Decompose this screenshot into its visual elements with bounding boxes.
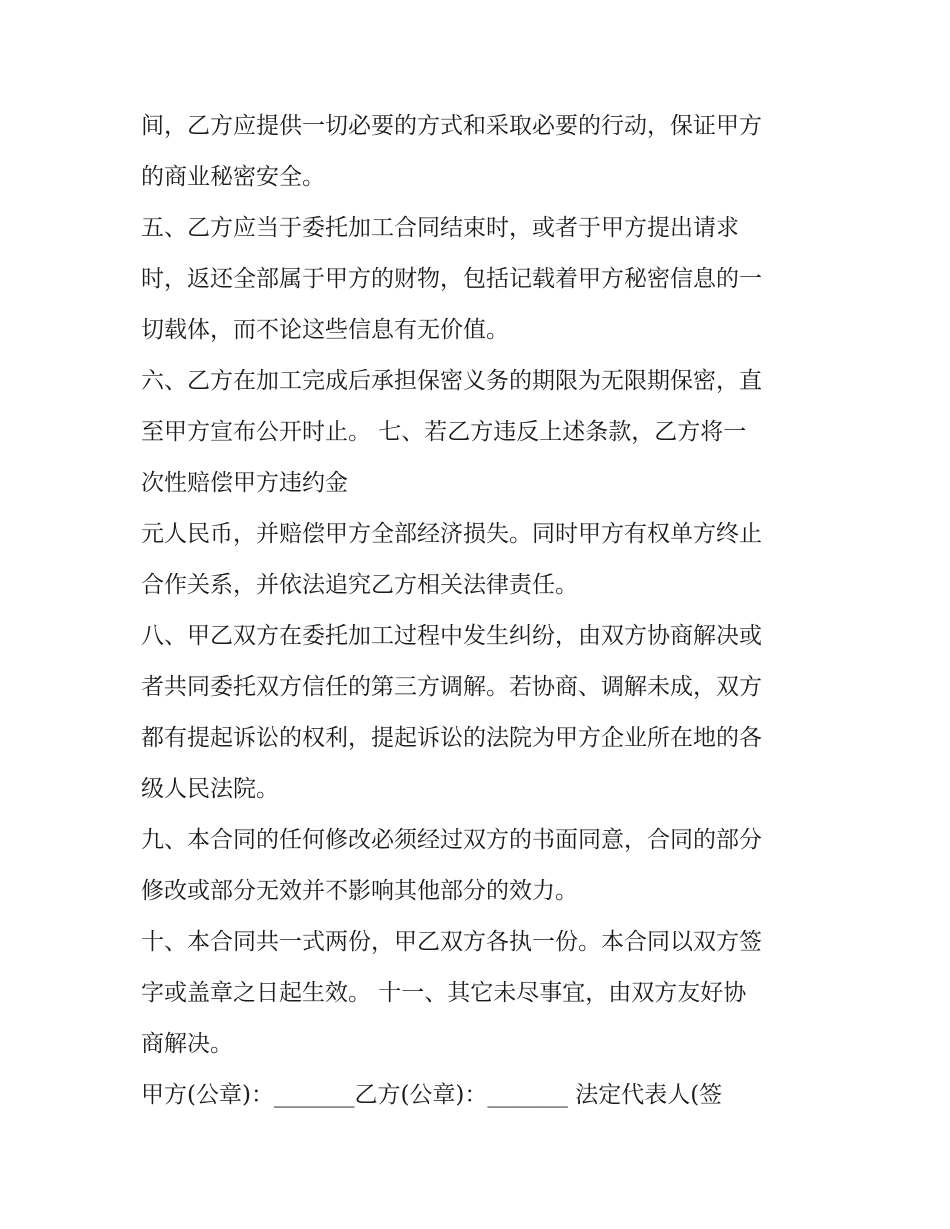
text-line: 商解决。 [141, 1031, 233, 1057]
text-line: 元人民币，并赔偿甲方全部经济损失。同时甲方有权单方终止 [141, 521, 762, 547]
text-line: 次性赔偿甲方违约金 [141, 470, 348, 496]
text-line: 修改或部分无效并不影响其他部分的效力。 [141, 878, 578, 904]
text-line: 的商业秘密安全。 [141, 164, 325, 190]
clause-10-line: 十、本合同共一式两份，甲乙双方各执一份。本合同以双方签 [141, 929, 762, 955]
text-line: 都有提起诉讼的权利，提起诉讼的法院为甲方企业所在地的各 [141, 725, 762, 751]
clause-9-line: 九、本合同的任何修改必须经过双方的书面同意，合同的部分 [141, 827, 762, 853]
text-line: 切载体，而不论这些信息有无价值。 [141, 317, 509, 343]
text-line: 者共同委托双方信任的第三方调解。若协商、调解未成，双方 [141, 674, 762, 700]
signature-line: 甲方(公章)：_______乙方(公章)：_______ 法定代表人(签 [141, 1082, 723, 1108]
clause-11-line: 字或盖章之日起生效。 十一、其它未尽事宜，由双方友好协 [141, 980, 747, 1006]
text-line: 间，乙方应提供一切必要的方式和采取必要的行动，保证甲方 [141, 113, 762, 139]
clause-8-line: 八、甲乙双方在委托加工过程中发生纠纷，由双方协商解决或 [141, 623, 762, 649]
clause-5-line: 五、乙方应当于委托加工合同结束时，或者于甲方提出请求 [141, 215, 739, 241]
text-line: 级人民法院。 [141, 776, 279, 802]
clause-6-line: 六、乙方在加工完成后承担保密义务的期限为无限期保密，直 [141, 368, 762, 394]
contract-body [141, 101, 821, 1121]
text-line: 时，返还全部属于甲方的财物，包括记载着甲方秘密信息的一 [141, 266, 762, 292]
text-line: 合作关系，并依法追究乙方相关法律责任。 [141, 572, 578, 598]
clause-7-line: 至甲方宣布公开时止。 七、若乙方违反上述条款，乙方将一 [141, 419, 747, 445]
